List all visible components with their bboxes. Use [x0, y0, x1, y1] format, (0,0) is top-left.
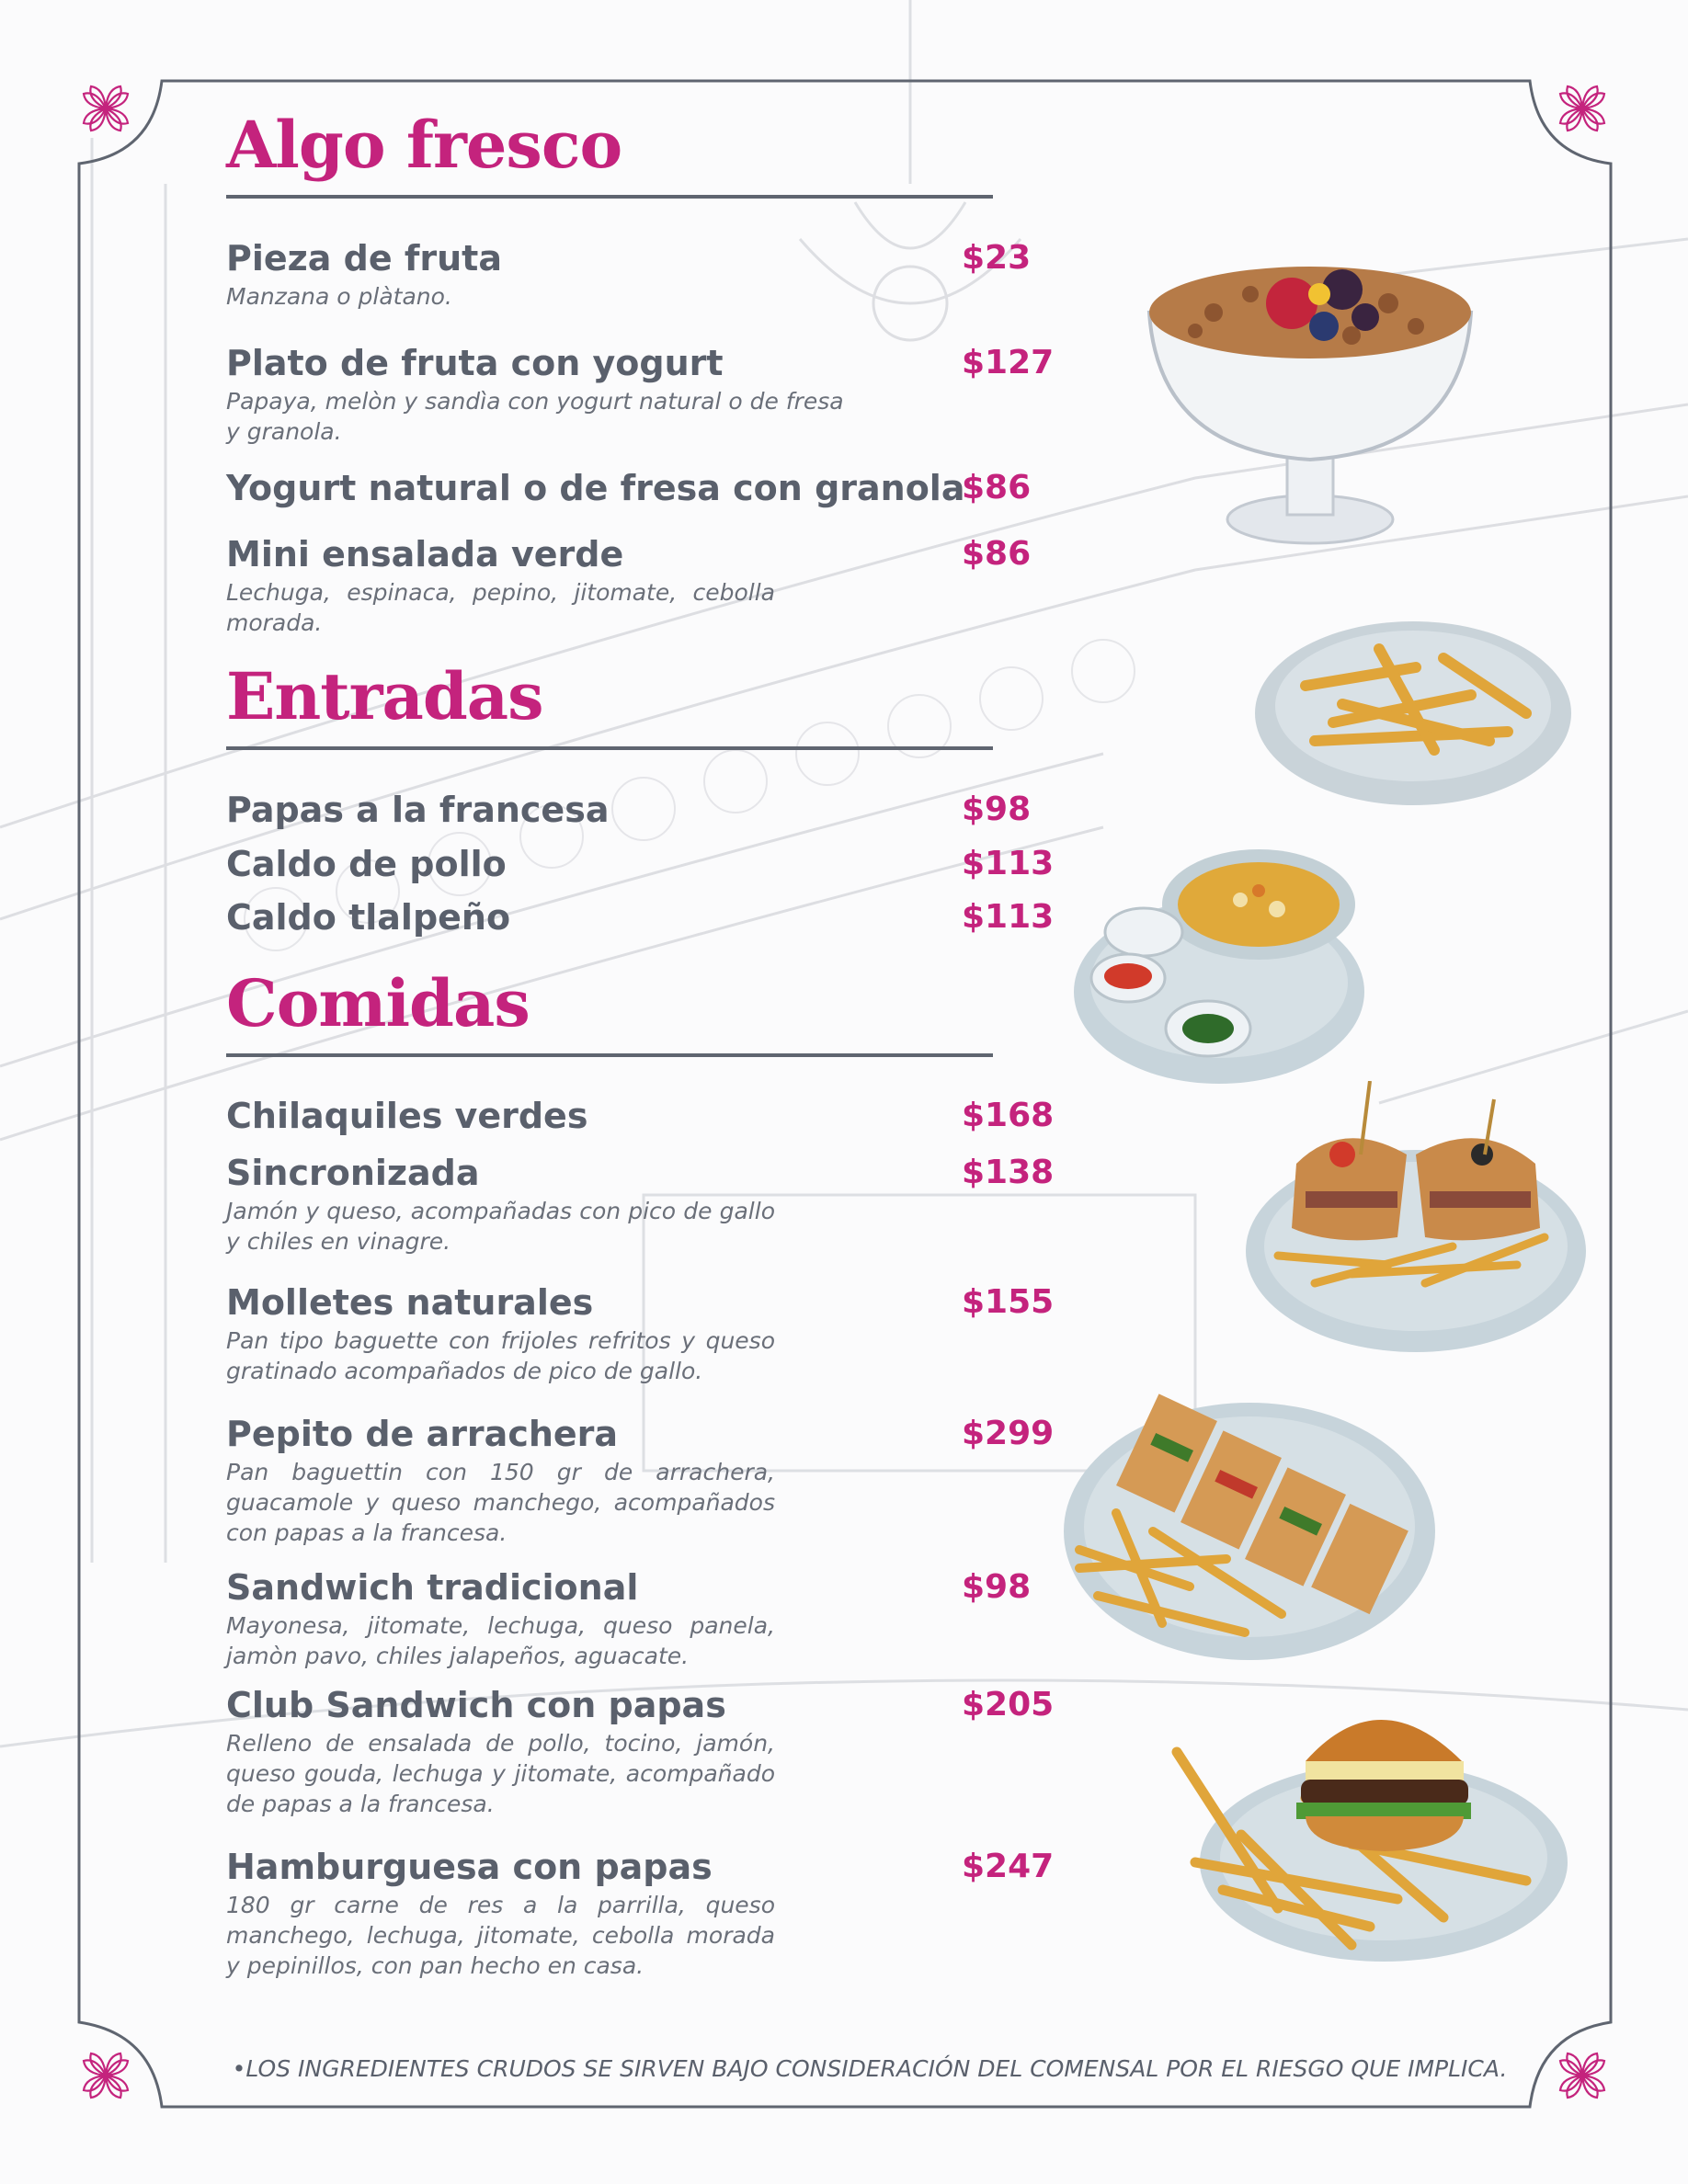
item-price: $113	[962, 845, 1055, 882]
menu-item	[226, 467, 1054, 509]
item-price: $98	[962, 1568, 1032, 1606]
flower-ornament-icon	[78, 81, 133, 136]
item-price: $98	[962, 791, 1032, 828]
section-title-entradas: Entradas	[226, 658, 543, 734]
menu-item	[226, 896, 1054, 938]
item-name: Hamburguesa con papas	[226, 1847, 713, 1887]
section-divider	[226, 1053, 993, 1057]
item-name: Plato de fruta con yogurt	[226, 343, 724, 383]
item-price: $113	[962, 898, 1055, 936]
flower-ornament-icon	[1555, 2048, 1610, 2103]
item-price: $247	[962, 1848, 1055, 1885]
item-name: Caldo de pollo	[226, 844, 507, 884]
item-name: Molletes naturales	[226, 1282, 594, 1323]
item-name: Pepito de arrachera	[226, 1414, 619, 1454]
item-name: Chilaquiles verdes	[226, 1096, 588, 1136]
menu-item	[226, 533, 1054, 638]
item-description: Relleno de ensalada de pollo, tocino, jamón, queso gouda, lechuga y jitomate, acompañado de papas a la francesa.	[226, 1730, 775, 1817]
menu-item	[226, 1684, 1054, 1819]
allergen-footnote: •LOS INGREDIENTES CRUDOS SE SIRVEN BAJO CONSIDERACIÓN DEL COMENSAL POR EL RIESGO QUE IMPLICA.	[232, 2055, 1508, 2082]
menu-item	[226, 1846, 1054, 1981]
french-fries-photo	[1250, 612, 1577, 810]
item-description: Pan tipo baguette con frijoles refritos y queso gratinado acompañados de pico de gallo.	[226, 1327, 775, 1384]
item-description: Jamón y queso, acompañadas con pico de gallo y chiles en vinagre.	[226, 1198, 775, 1255]
section-divider	[226, 195, 993, 199]
menu-item	[226, 342, 1054, 447]
item-name: Club Sandwich con papas	[226, 1685, 726, 1725]
yogurt-parfait-photo	[1140, 239, 1480, 552]
item-price: $86	[962, 535, 1032, 573]
item-price: $23	[962, 239, 1032, 277]
section-title-algo-fresco: Algo fresco	[226, 107, 622, 183]
item-name: Pieza de fruta	[226, 238, 502, 279]
menu-item	[226, 843, 1054, 885]
item-description: Mayonesa, jitomate, lechuga, queso panela, jamòn pavo, chiles jalapeños, aguacate.	[226, 1612, 775, 1669]
flower-ornament-icon	[78, 2048, 133, 2103]
item-name: Yogurt natural o de fresa con granola	[226, 468, 965, 508]
item-price: $155	[962, 1283, 1055, 1321]
hamburger-photo	[1168, 1678, 1576, 1963]
item-price: $299	[962, 1415, 1055, 1452]
club-sandwich-photo	[1061, 1384, 1438, 1669]
menu-item	[226, 1566, 1054, 1671]
item-name: Caldo tlalpeño	[226, 897, 511, 938]
item-description: Papaya, melòn y sandìa con yogurt natural o de fresa y granola.	[226, 388, 844, 445]
section-divider	[226, 746, 993, 750]
item-name: Papas a la francesa	[226, 790, 610, 830]
item-description: Manzana o plàtano.	[226, 283, 452, 310]
item-description: Lechuga, espinaca, pepino, jitomate, cebolla morada.	[226, 579, 775, 636]
baguette-sandwich-photo	[1241, 1081, 1591, 1357]
item-price: $205	[962, 1686, 1055, 1723]
item-name: Sandwich tradicional	[226, 1567, 639, 1608]
item-price: $127	[962, 344, 1055, 381]
item-price: $138	[962, 1154, 1055, 1191]
menu-item	[226, 1413, 1054, 1548]
menu-item	[226, 1152, 1054, 1257]
item-name: Mini ensalada verde	[226, 534, 624, 574]
menu-item	[226, 1095, 1054, 1137]
item-description: 180 gr carne de res a la parrilla, queso manchego, lechuga, jitomate, cebolla morada y pepinillos, con pan hecho en casa.	[226, 1892, 775, 1979]
menu-item	[226, 237, 1054, 312]
flower-ornament-icon	[1555, 81, 1610, 136]
item-description: Pan baguettin con 150 gr de arrachera, guacamole y queso manchego, acompañados con papas a la francesa.	[226, 1459, 775, 1546]
chicken-soup-photo	[1070, 840, 1369, 1088]
item-price: $168	[962, 1097, 1055, 1134]
item-name: Sincronizada	[226, 1153, 480, 1193]
menu-item	[226, 789, 1054, 831]
menu-item	[226, 1281, 1054, 1386]
section-title-comidas: Comidas	[226, 965, 530, 1041]
item-price: $86	[962, 469, 1032, 506]
